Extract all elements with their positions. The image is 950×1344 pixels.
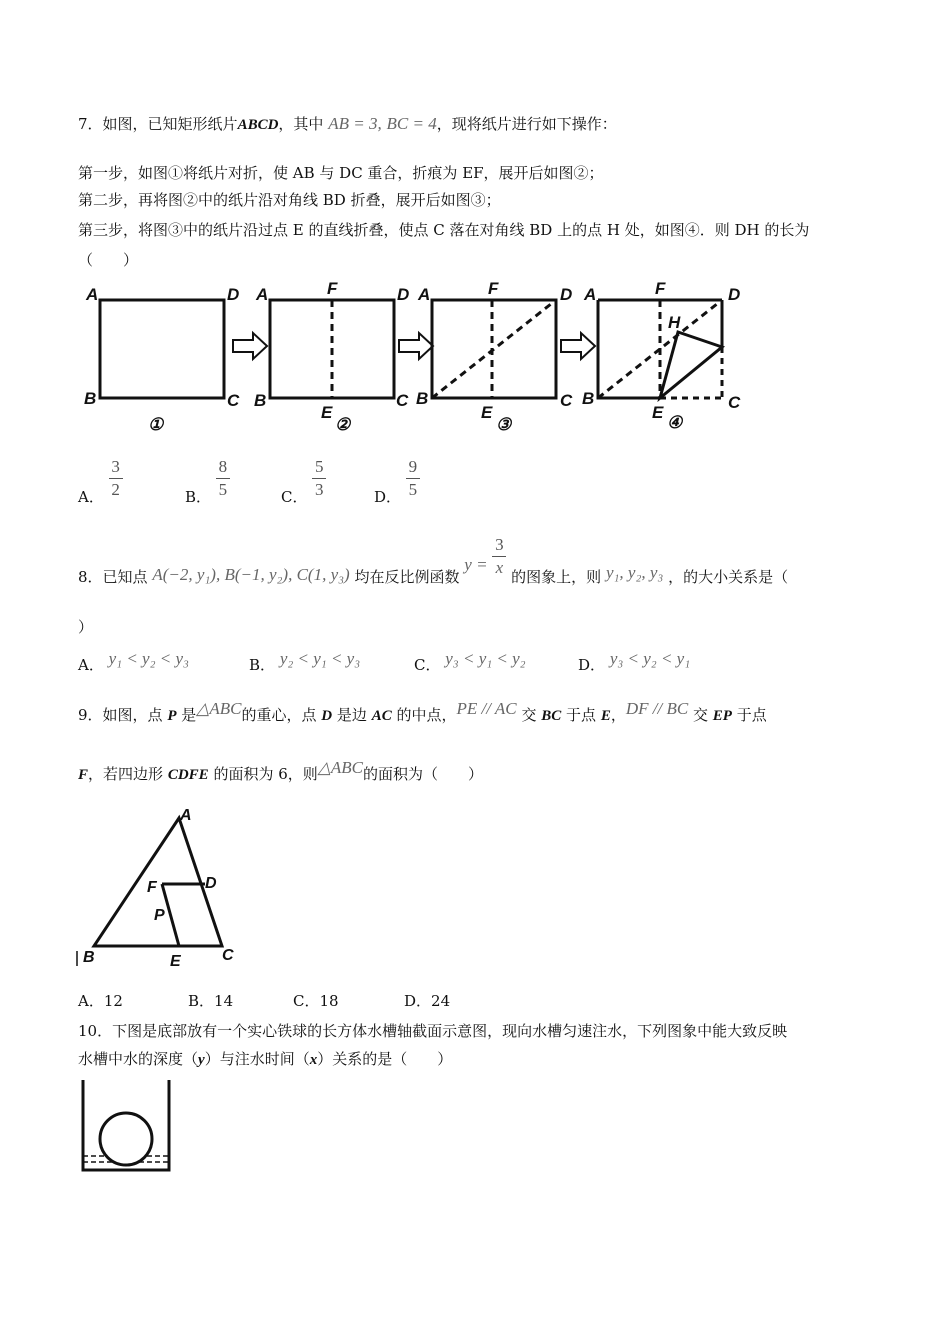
q9-option-b[interactable]: B．14 [188,992,234,1010]
q8-stem: 8．已知点 A(−2, y₁), B(−1, y₂), C(1, y₃) 均在反比例函数 y = $\frac{3}{x}$ 的图象上，则 y₁, y₂, y₃ ，的大小关系是（ [78,535,789,586]
label-H: H [668,313,681,332]
label-2: ② [335,415,351,434]
label-A: A [418,285,431,304]
label-E: E [481,403,493,422]
label-C: C [728,393,741,412]
label-F: F [147,879,157,896]
q8-option-a[interactable]: A． y₁ < y₂ < y₃ [78,649,189,674]
q9-stem-line2: F，若四边形 CDFE 的面积为 6，则△ABC的面积为（ ） [78,758,483,783]
label-B: B [254,391,267,410]
label-A: A [256,285,269,304]
q9-option-a[interactable]: A．12 [78,992,123,1010]
q7-step2: 第二步，再将图②中的纸片沿对角线 BD 折叠，展开后如图③； [78,191,501,209]
label-C: C [227,391,240,410]
q9-option-c[interactable]: C．18 [293,992,339,1010]
label-D: D [560,285,573,304]
q7-option-b[interactable]: B． $\frac{8}{5}$ [185,456,230,499]
label-D: D [205,875,217,892]
q8-option-c[interactable]: C． y₃ < y₁ < y₂ [414,649,526,674]
label-D: D [397,285,410,304]
label-B: B [83,949,95,966]
q8-option-d[interactable]: D． y₃ < y₂ < y₁ [578,649,691,674]
q7-paren: （ ） [78,251,139,269]
q10-stem-line1: 10．下图是底部放有一个实心铁球的长方体水槽轴截面示意图，现向水槽匀速注水，下列图象中能大致反映 [78,1022,788,1040]
label-B: B [416,389,429,408]
q8-close: ） [78,618,94,636]
label-E: E [321,403,333,422]
triangle-abc [94,818,222,946]
q9-figure [72,806,252,976]
label-3: ③ [496,415,512,434]
iron-ball [100,1113,152,1165]
arrow-icon [561,333,595,359]
label-E: E [652,403,664,422]
label-D: D [728,285,741,304]
label-4: ④ [667,413,683,432]
q10-stem-line2: 水槽中水的深度（y）与注水时间（x）关系的是（ ） [78,1050,453,1068]
label-B: B [84,389,97,408]
q7-step1: 第一步，如图①将纸片对折，使 AB 与 DC 重合，折痕为 EF，展开后如图②； [78,164,604,182]
label-A: A [180,807,192,824]
label-F: F [488,280,499,298]
q9-stem-line1: 9．如图，点 P 是△ABC的重心，点 D 是边 AC 的中点，PE // AC 交 BC 于点 E，DF // BC 交 EP 于点 [78,699,767,724]
q7-option-d[interactable]: D． $\frac{9}{5}$ [374,456,420,499]
label-1: ① [148,415,164,434]
q8-option-b[interactable]: B． y₂ < y₁ < y₃ [249,649,361,674]
label-F: F [327,280,338,298]
q10-figure [78,1076,188,1176]
label-A: A [584,285,597,304]
label-C: C [396,391,409,410]
label-E: E [170,953,181,970]
label-A: A [86,285,99,304]
arrow-icon [233,333,267,359]
label-B: B [582,389,595,408]
q7-figure [78,280,758,440]
label-C: C [222,947,234,964]
arrow-icon [399,333,433,359]
q7-step3: 第三步，将图③中的纸片沿过点 E 的直线折叠，使点 C 落在对角线 BD 上的点 H 处，如图④．则 DH 的长为 [78,221,810,239]
q7-stem-line1: 7．如图，已知矩形纸片ABCD，其中 AB = 3, BC = 4，现将纸片进行如下操作： [78,114,617,133]
q9-option-d[interactable]: D．24 [404,992,451,1010]
q7-option-a[interactable]: A． $\frac{3}{2}$ [78,456,123,499]
label-P: P [154,907,165,924]
rect-1 [100,300,224,398]
q7-option-c[interactable]: C． $\frac{5}{3}$ [281,456,326,499]
label-C: C [560,391,573,410]
label-F: F [655,280,666,298]
label-D: D [227,285,240,304]
